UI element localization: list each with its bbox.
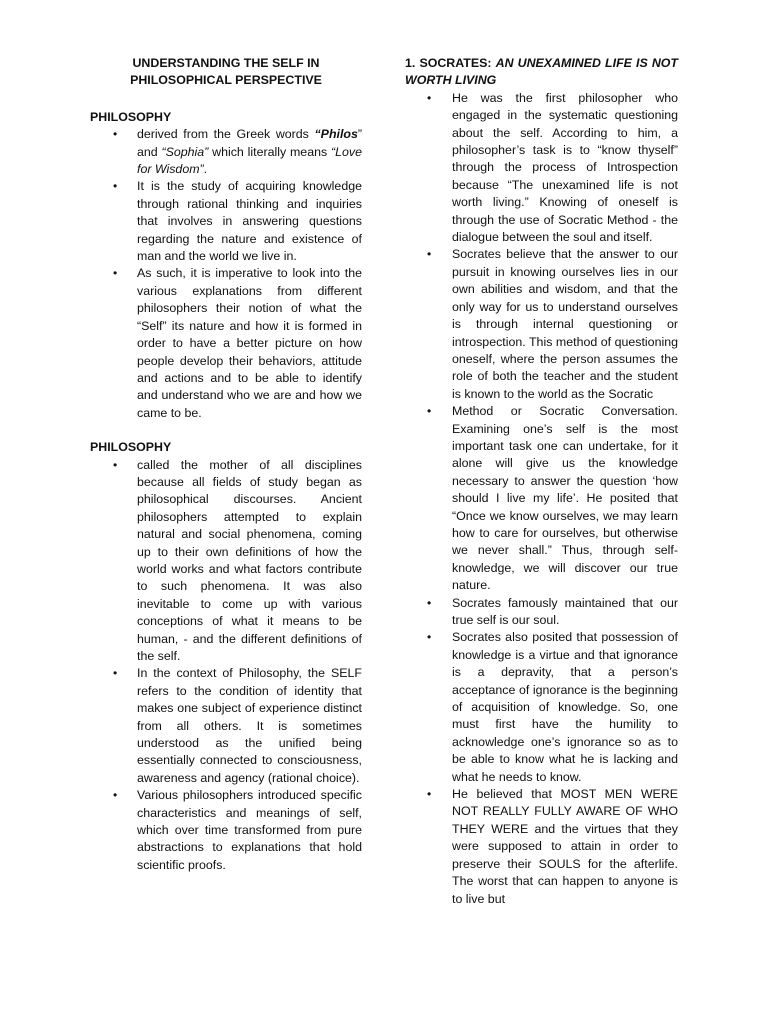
heading-quote-line2: WORTH LIVING	[405, 73, 497, 88]
term-love-for-wisdom: “Love for Wisdom”	[137, 144, 362, 177]
list-item: • Various philosophers introduced specific characteristics and meanings of self, which over time transformed from pure abstractions to explanations that hold scientific proofs.	[90, 787, 362, 874]
bullet-list-socrates	[405, 90, 678, 908]
list-item: • In the context of Philosophy, the SELF refers to the condition of identity that makes one subject of experience distinct from all others. It is sometimes understood as the unified being essentially connected to consciousness, awareness and agency (rational choice).	[90, 665, 362, 787]
list-item: • Method or Socratic Conversation. Examining one’s self is the most important task one can undertake, for it alone will give us the knowledge necessary to answer the question ‘how should I live my life’. He posited that “Once we know ourselves, we may learn how to care for ourselves, but otherwise we never shall.” Thus, through self-knowledge, we will discover our true nature.	[405, 403, 678, 594]
list-item: • Socrates famously maintained that our true self is our soul.	[405, 595, 678, 630]
spacer	[90, 422, 362, 439]
list-item: • Socrates also posited that possession of knowledge is a virtue and that ignorance is a depravity, that a person’s acceptance of ignorance is the beginning of acquisition of knowledge. So, one must first have the humility to acknowledge one’s ignorance so as to be able to know what he is lacking and what he needs to know.	[405, 629, 678, 786]
bullet-list-philosophy-2	[90, 457, 362, 875]
list-item: • He believed that MOST MEN WERE NOT REALLY FULLY AWARE OF WHO THEY WERE and the virtues that they were supposed to attain in order to preserve their SOULS for the afterlife. The worst that can happen to anyone is to live but	[405, 786, 678, 908]
list-item-text: derived from the Greek words	[137, 127, 315, 142]
section-heading-philosophy-2: PHILOSOPHY	[90, 440, 172, 455]
list-item-text: ” and	[137, 127, 362, 159]
list-item	[90, 126, 362, 178]
list-item-text: which literally means	[208, 144, 331, 159]
list-item-text: .	[203, 162, 208, 177]
list-item: • It is the study of acquiring knowledge through rational thinking and inquiries that involves in answering questions regarding the nature and existence of man and the world we live in.	[90, 178, 362, 265]
bullet-list-philosophy-1	[90, 126, 362, 422]
term-sophia: “Sophia”	[161, 144, 209, 159]
left-column	[90, 55, 362, 874]
heading-number: 1. SOCRATES:	[405, 56, 496, 70]
document-title: UNDERSTANDING THE SELF IN PHILOSOPHICAL PERSPECTIVE	[130, 56, 322, 88]
heading-quote-line1: AN UNEXAMINED LIFE IS NOT	[495, 56, 678, 70]
list-item: • He was the first philosopher who engaged in the systematic questioning about the self. According to him, a philosopher’s task is to “know thyself” through the process of Introspection because “The unexamined life is not worth living.” Knowing of oneself is through the use of Socratic Method - the dialogue between the soul and itself.	[405, 90, 678, 247]
section-heading-philosophy-1: PHILOSOPHY	[90, 109, 172, 124]
section-heading-socrates	[405, 55, 678, 72]
list-item: • As such, it is imperative to look into the various explanations from different philosophers their notion of what the “Self” its nature and how it is formed in order to have a better picture on how people develop their behaviors, attitude and actions and to be able to identify and understand who we are and how we came to be.	[90, 265, 362, 422]
list-item: • called the mother of all disciplines because all fields of study began as philosophical discourses. Ancient philosophers attempted to explain natural and social phenomena, coming up to their own definitions of how the world works and what factors contribute to such phenomena. It was also inevitable to come up with various conceptions of what it means to be human, - and the different definitions of the self.	[90, 457, 362, 666]
right-column	[405, 55, 678, 908]
term-philos: “Philos	[314, 127, 358, 142]
list-item: • Socrates believe that the answer to our pursuit in knowing ourselves lies in our own abilities and wisdom, and that the only way for us to understand ourselves is through internal questioning or introspection. This method of questioning oneself, where the person assumes the role of both the teacher and the student is known to the world as the Socratic	[405, 246, 678, 403]
